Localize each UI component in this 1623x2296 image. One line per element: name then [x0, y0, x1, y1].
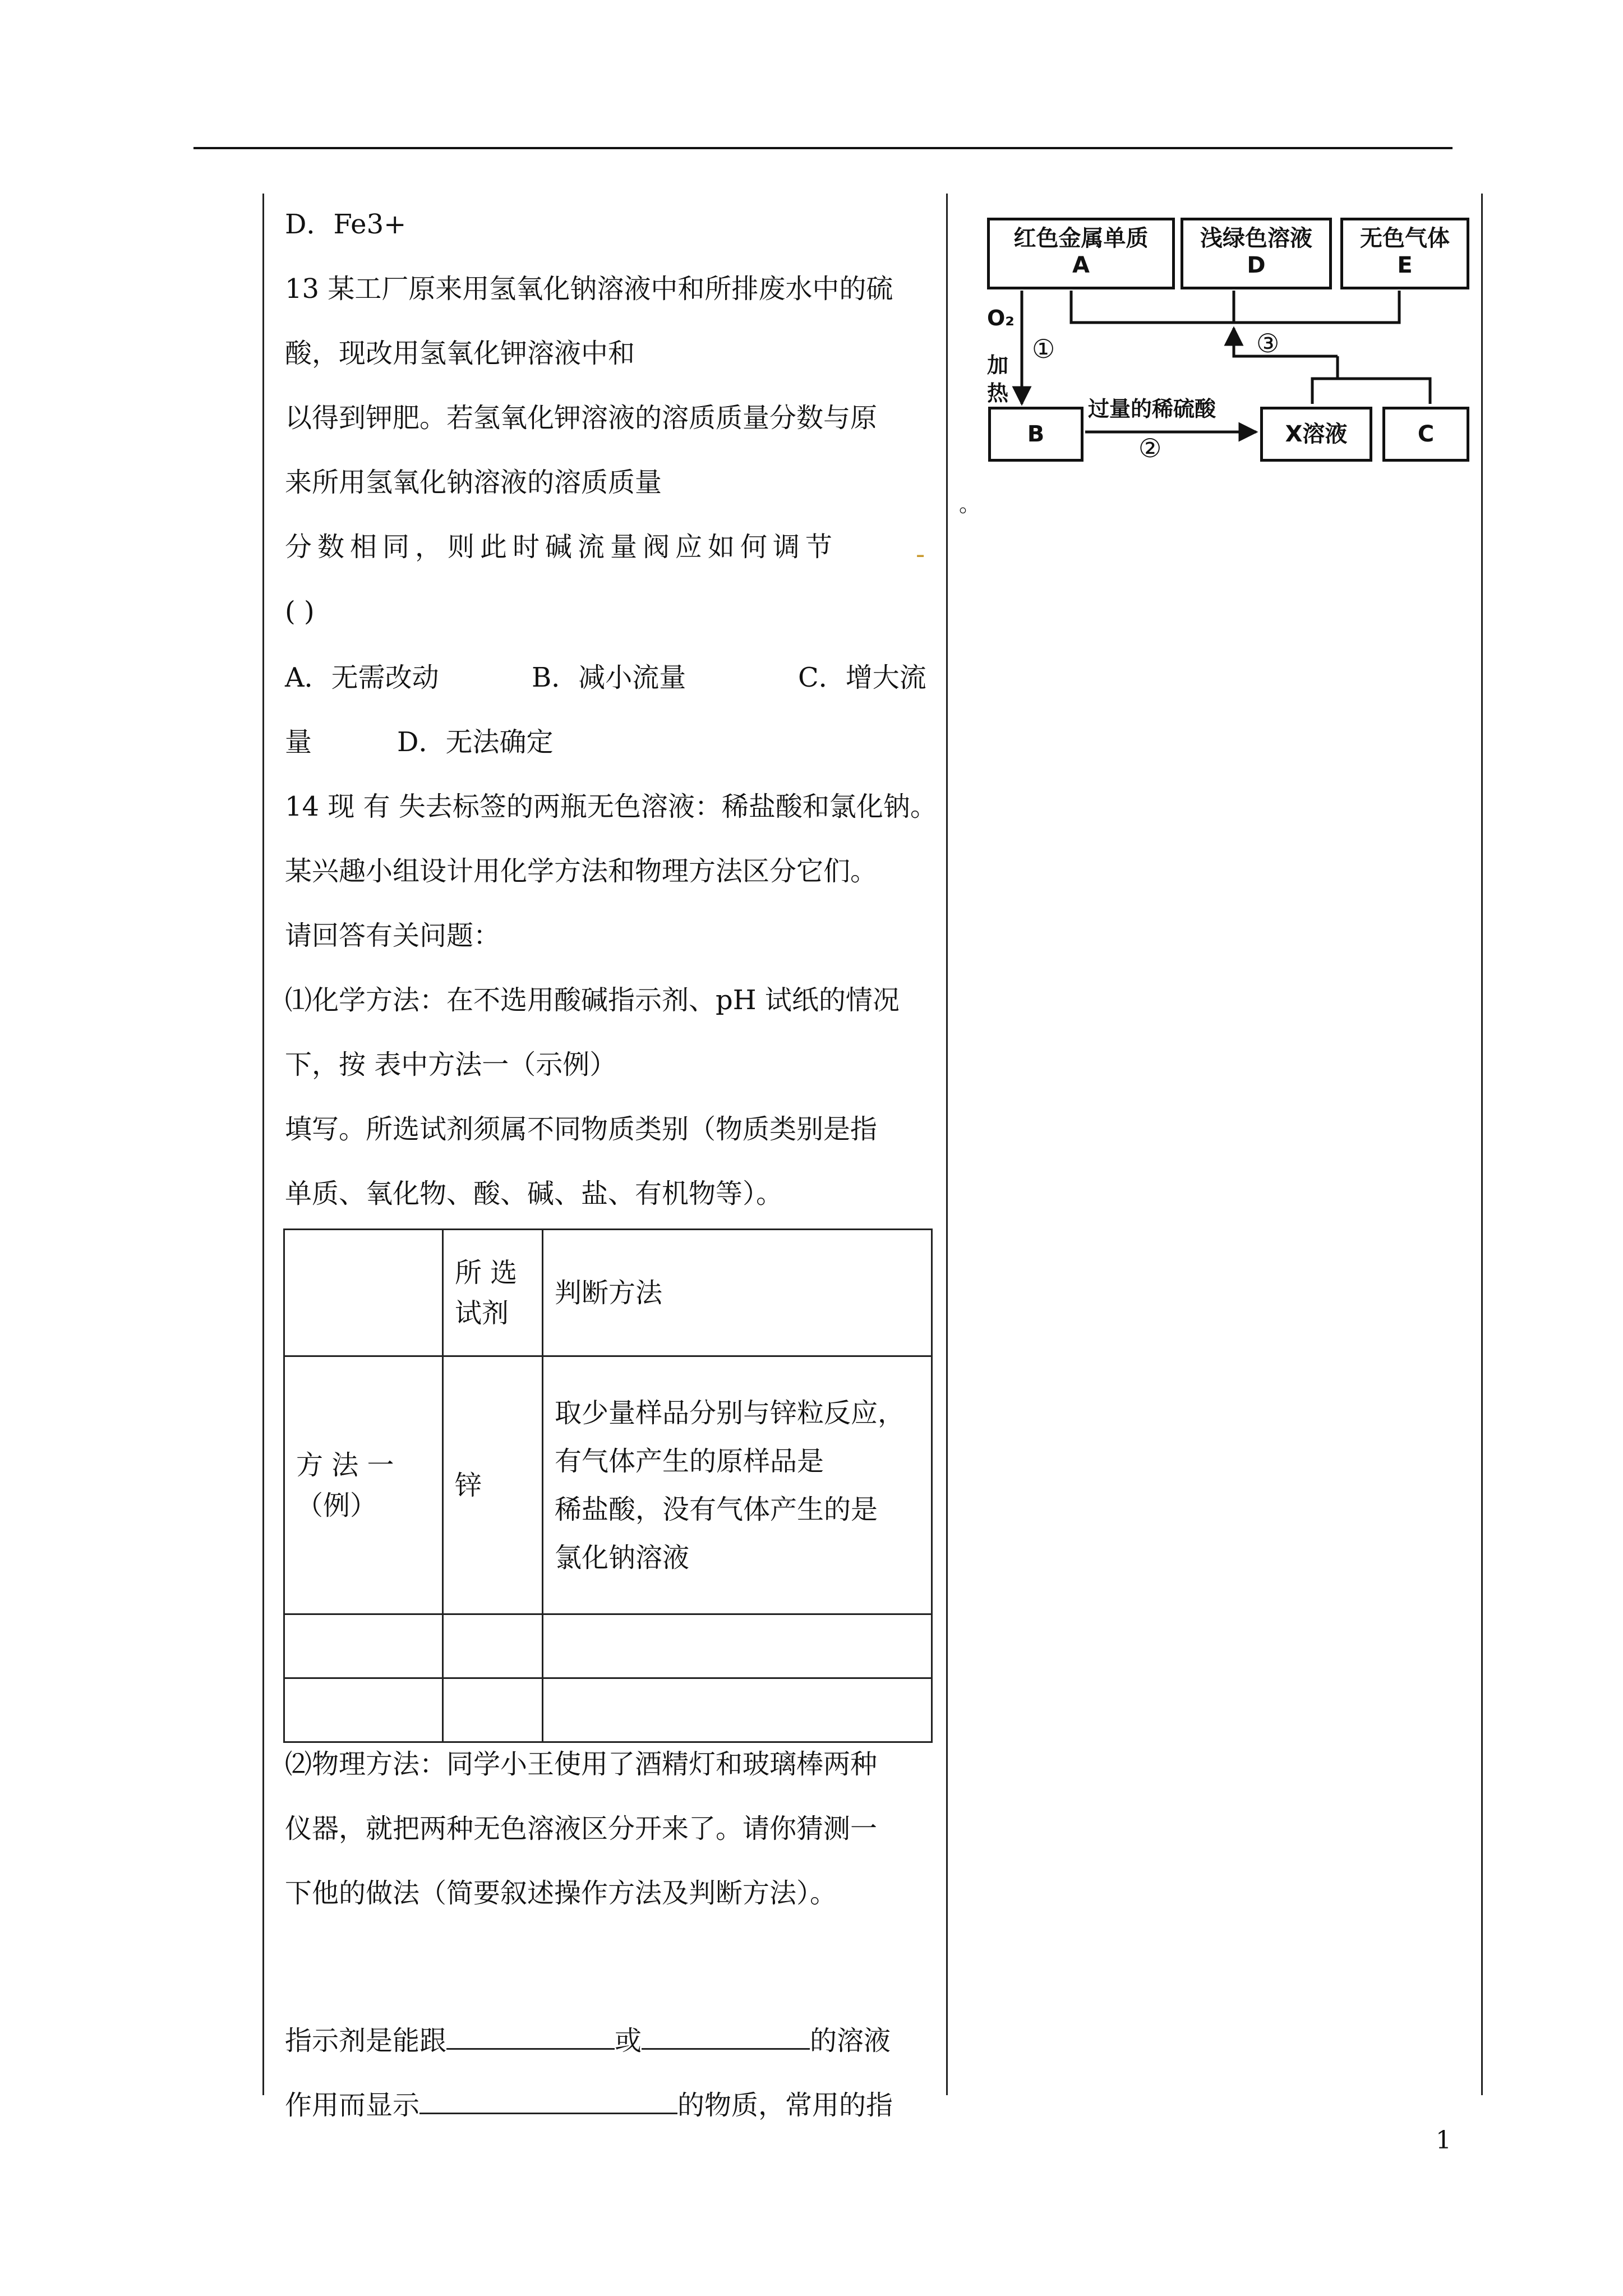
- q14-part2-line-2: 仪器，就把两种无色溶液区分开来了。请你猜测一: [285, 1813, 878, 1844]
- label-heat-2: 热: [987, 381, 1009, 406]
- box-e: [1340, 218, 1469, 289]
- box-x: [1260, 407, 1372, 462]
- box-a: [987, 218, 1175, 289]
- row-method-cell: [543, 1356, 932, 1614]
- q14-part1-line-4: 单质、氧化物、酸、碱、盐、有机物等）。: [285, 1178, 783, 1209]
- q13-line-2: 酸，现改用氢氧化钾溶液中和: [285, 338, 635, 369]
- indicator-line-1: [285, 2022, 891, 2058]
- q14-part1-line-3: 填写。所选试剂须属不同物质类别（物质类别是指: [285, 1114, 878, 1145]
- table-row-blank-1: [284, 1614, 932, 1678]
- indicator-blank-3[interactable]: [419, 2087, 677, 2114]
- q14-line-1: 14 现 有 失去标签的两瓶无色溶液：稀盐酸和氯化钠。: [285, 791, 937, 822]
- connector-xc-up: [1234, 328, 1338, 356]
- blank-cell[interactable]: [443, 1678, 543, 1742]
- box-a-line-2: A: [1072, 252, 1090, 278]
- box-d-line-2: D: [1247, 252, 1266, 278]
- step-1-marker: ①: [1032, 334, 1055, 364]
- q13-option-b: B．减小流量: [532, 662, 686, 693]
- indicator-blank-1[interactable]: [446, 2022, 615, 2050]
- box-d: [1181, 218, 1332, 289]
- q14-part1-line-2: 下，按 表中方法一（示例）: [285, 1049, 617, 1080]
- q13-option-d: D．无法确定: [397, 726, 554, 758]
- indicator-text-1b: 或: [615, 2025, 642, 2056]
- label-acid: 过量的稀硫酸: [1088, 397, 1216, 421]
- box-b: [988, 407, 1083, 462]
- box-e-line-2: E: [1397, 252, 1413, 278]
- indicator-text-2b: 的物质，常用的指: [677, 2090, 893, 2121]
- box-b-label: B: [1027, 421, 1045, 447]
- row-label-line-1: 方 法 一: [296, 1449, 394, 1481]
- column-rule-right: [1481, 194, 1483, 2095]
- header-reagent-line-1: 所 选: [455, 1257, 518, 1289]
- row-method-line-1: 取少量样品分别与锌粒反应，: [555, 1397, 905, 1429]
- indicator-line-2: [285, 2087, 893, 2122]
- q13-line-4: 来所用氢氧化钠溶液的溶质质量: [285, 467, 662, 498]
- q14-part2-line-1: ⑵物理方法：同学小王使用了酒精灯和玻璃棒两种: [285, 1749, 878, 1780]
- box-x-label: X溶液: [1285, 421, 1348, 447]
- indicator-text-2a: 作用而显示: [285, 2090, 420, 2121]
- row-label-line-2: （例）: [296, 1489, 377, 1521]
- box-e-line-1: 无色气体: [1360, 226, 1450, 251]
- box-c: [1382, 407, 1469, 462]
- row-method-line-3: 稀盐酸，没有气体产生的是: [555, 1493, 878, 1525]
- reaction-diagram: [959, 213, 1481, 517]
- header-reagent-line-2: 试剂: [455, 1297, 509, 1329]
- column-rule-middle: [946, 194, 948, 2095]
- blank-cell[interactable]: [284, 1678, 443, 1742]
- step-3-marker: ③: [1256, 328, 1280, 358]
- table-header-row: [284, 1230, 932, 1356]
- q14-line-3: 请回答有关问题：: [285, 920, 501, 951]
- blank-cell[interactable]: [284, 1614, 443, 1678]
- row-reagent-cell: 锌: [443, 1356, 543, 1614]
- q14-line-2: 某兴趣小组设计用化学方法和物理方法区分它们。: [285, 855, 878, 887]
- q13-option-a: A．无需改动: [285, 662, 439, 693]
- reagent-table: [283, 1228, 933, 1743]
- q13-line-1: 13 某工厂原来用氢氧化钠溶液中和所排废水中的硫: [285, 273, 893, 305]
- q13-line-3: 以得到钾肥。若氢氧化钾溶液的溶质质量分数与原: [285, 402, 878, 434]
- highlight-mark: -: [916, 539, 925, 570]
- connector-x-c: [1312, 379, 1430, 404]
- diagram-trailing-mark: 。: [959, 492, 981, 517]
- header-reagent-cell: [443, 1230, 543, 1356]
- row-label-cell: [284, 1356, 443, 1614]
- label-o2: O₂: [987, 306, 1015, 330]
- q14-part1-line-1: ⑴化学方法：在不选用酸碱指示剂、pH 试纸的情况: [285, 984, 900, 1016]
- box-c-label: C: [1417, 421, 1435, 447]
- box-d-line-1: 浅绿色溶液: [1200, 226, 1312, 251]
- row-method-line-4: 氯化钠溶液: [555, 1542, 690, 1573]
- row-method-line-2: 有气体产生的原样品是: [555, 1445, 824, 1477]
- page-number: 1: [1436, 2126, 1451, 2155]
- q14-part2-line-3: 下他的做法（简要叙述操作方法及判断方法）。: [285, 1878, 837, 1909]
- blank-cell[interactable]: [543, 1614, 932, 1678]
- q13-option-c-cont: 量: [285, 726, 312, 758]
- header-blank-cell: [284, 1230, 443, 1356]
- table-row-example: [284, 1356, 932, 1614]
- q13-answer-paren: ( ): [285, 596, 315, 627]
- label-heat-1: 加: [987, 353, 1009, 378]
- step-2-marker: ②: [1138, 433, 1162, 463]
- header-method-cell: 判断方法: [543, 1230, 932, 1356]
- blank-cell[interactable]: [443, 1614, 543, 1678]
- box-a-line-1: 红色金属单质: [1013, 226, 1149, 251]
- table-row-blank-2: [284, 1678, 932, 1742]
- q12-option-d: D．Fe3+: [285, 209, 407, 240]
- indicator-blank-2[interactable]: [642, 2022, 810, 2050]
- indicator-text-1c: 的溶液: [810, 2025, 891, 2056]
- column-rule-left: [262, 194, 264, 2095]
- q13-line-5: 分数相同，则此时碱流量阀应如何调节: [285, 531, 838, 563]
- header-rule: [193, 147, 1453, 149]
- indicator-text-1a: 指示剂是能跟: [285, 2025, 447, 2056]
- q13-option-c: C．增大流: [798, 662, 926, 693]
- blank-cell[interactable]: [543, 1678, 932, 1742]
